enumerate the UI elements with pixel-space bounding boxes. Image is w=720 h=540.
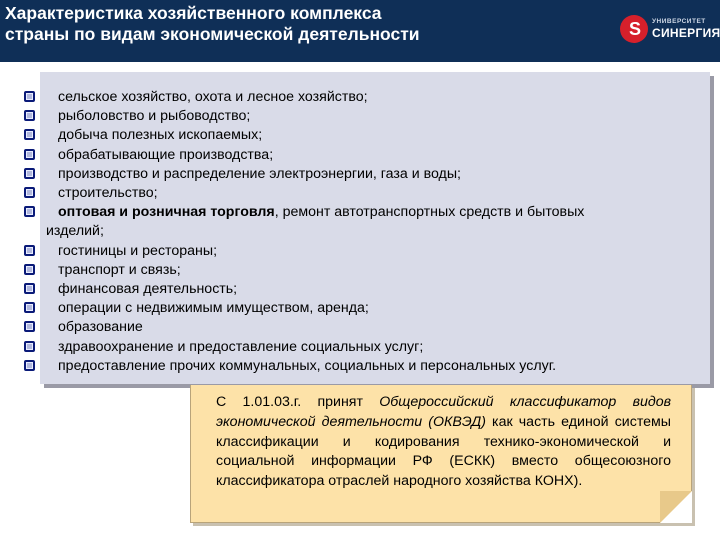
activity-item: здравоохранение и предоставление социальных услуг; xyxy=(24,338,714,357)
activity-item: добыча полезных ископаемых; xyxy=(24,126,714,145)
activity-item: производство и распределение электроэнергии, газа и воды; xyxy=(24,165,714,184)
activity-item: обрабатывающие производства; xyxy=(24,146,714,165)
activity-item: операции с недвижимым имуществом, аренда; xyxy=(24,299,714,318)
activity-item: гостиницы и рестораны; xyxy=(24,242,714,261)
activity-item: рыболовство и рыбоводство; xyxy=(24,107,714,126)
checkbox-bullet-icon xyxy=(24,283,35,294)
checkbox-bullet-icon xyxy=(24,168,35,179)
checkbox-bullet-icon xyxy=(24,91,35,102)
slide-title: Характеристика хозяйственного комплекса страны по видам экономической деятельности xyxy=(5,3,420,44)
note-text: С 1.01.03.г. принят Общероссийский классификатор видов экономической деятельности (ОКВЭД) как часть единой системы классификации и кодирования технико-экономической и социальной информации РФ (ЕСКК) вместо общесоюзного классификатора отраслей народного хозяйства КОНХ). xyxy=(216,394,672,490)
activity-item: оптовая и розничная торговля, ремонт автотранспортных средств и бытовых изделий; xyxy=(24,203,714,241)
checkbox-bullet-icon xyxy=(24,341,35,352)
checkbox-bullet-icon xyxy=(24,129,35,140)
activity-item: строительство; xyxy=(24,184,714,203)
activity-item: образование xyxy=(24,318,714,337)
activities-list xyxy=(24,88,714,376)
activity-item: транспорт и связь; xyxy=(24,261,714,280)
classifier-note xyxy=(190,385,692,523)
synergy-logo xyxy=(620,15,720,47)
activity-item: сельское хозяйство, охота и лесное хозяйство; xyxy=(24,88,714,107)
checkbox-bullet-icon xyxy=(24,321,35,332)
checkbox-bullet-icon xyxy=(24,149,35,160)
logo-university-text: УНИВЕРСИТЕТ xyxy=(652,18,706,25)
page-curl-icon xyxy=(660,491,692,523)
checkbox-bullet-icon xyxy=(24,264,35,275)
checkbox-bullet-icon xyxy=(24,110,35,121)
logo-mark-icon: S xyxy=(620,15,648,43)
checkbox-bullet-icon xyxy=(24,187,35,198)
activity-item: финансовая деятельность; xyxy=(24,280,714,299)
logo-name-text: СИНЕРГИЯ xyxy=(652,26,720,40)
checkbox-bullet-icon xyxy=(24,245,35,256)
slide-header xyxy=(0,0,720,62)
activity-item: предоставление прочих коммунальных, социальных и персональных услуг. xyxy=(24,357,714,376)
checkbox-bullet-icon xyxy=(24,302,35,313)
checkbox-bullet-icon xyxy=(24,360,35,371)
checkbox-bullet-icon xyxy=(24,206,35,217)
